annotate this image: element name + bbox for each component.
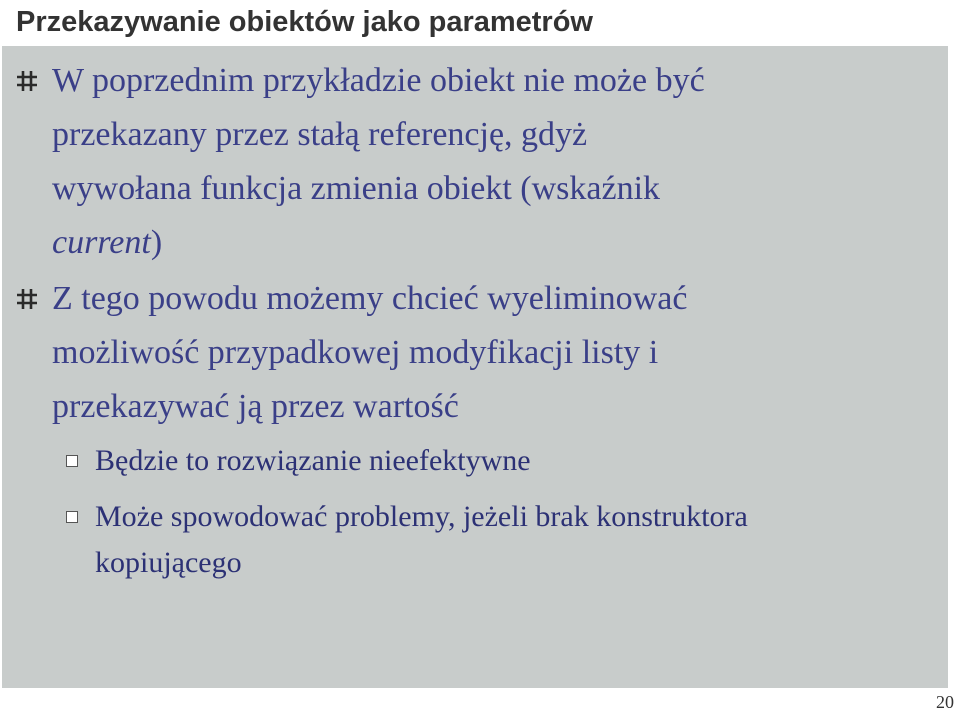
bullet-1-line-3: wywołana funkcja zmienia obiekt (wskaźnik [52, 170, 661, 207]
subbullet-2 [95, 494, 945, 586]
bullet-2 [52, 272, 932, 434]
bullet-2-line-1: Z tego powodu możemy chcieć wyeliminować [52, 280, 688, 317]
slide-title: Przekazywanie obiektów jako parametrów [16, 6, 593, 38]
subbullet-1-line-1: Będzie to rozwiązanie nieefektywne [95, 444, 531, 477]
closing-paren: ) [150, 224, 163, 261]
bullet-1-line-2: przekazany przez stałą referencję, gdyż [52, 116, 588, 153]
hash-bullet-icon [16, 70, 38, 92]
subbullet-2-line-1: Może spowodować problemy, jeżeli brak konstruktora [95, 500, 748, 533]
bullet-2-line-3: przekazywać ją przez wartość [52, 388, 459, 425]
square-bullet-icon [66, 455, 78, 467]
italic-term: current [52, 224, 151, 261]
bullet-1 [52, 54, 932, 270]
bullet-1-line-1: W poprzednim przykładzie obiekt nie może być [52, 62, 705, 99]
bullet-2-line-2: możliwość przypadkowej modyfikacji listy i [52, 334, 659, 371]
square-bullet-icon [66, 511, 78, 523]
hash-bullet-icon [16, 288, 38, 310]
subbullet-1 [95, 438, 945, 484]
subbullet-2-line-2: kopiującego [95, 546, 242, 579]
page-number: 20 [936, 692, 954, 712]
bullet-1-line-4 [52, 216, 932, 270]
